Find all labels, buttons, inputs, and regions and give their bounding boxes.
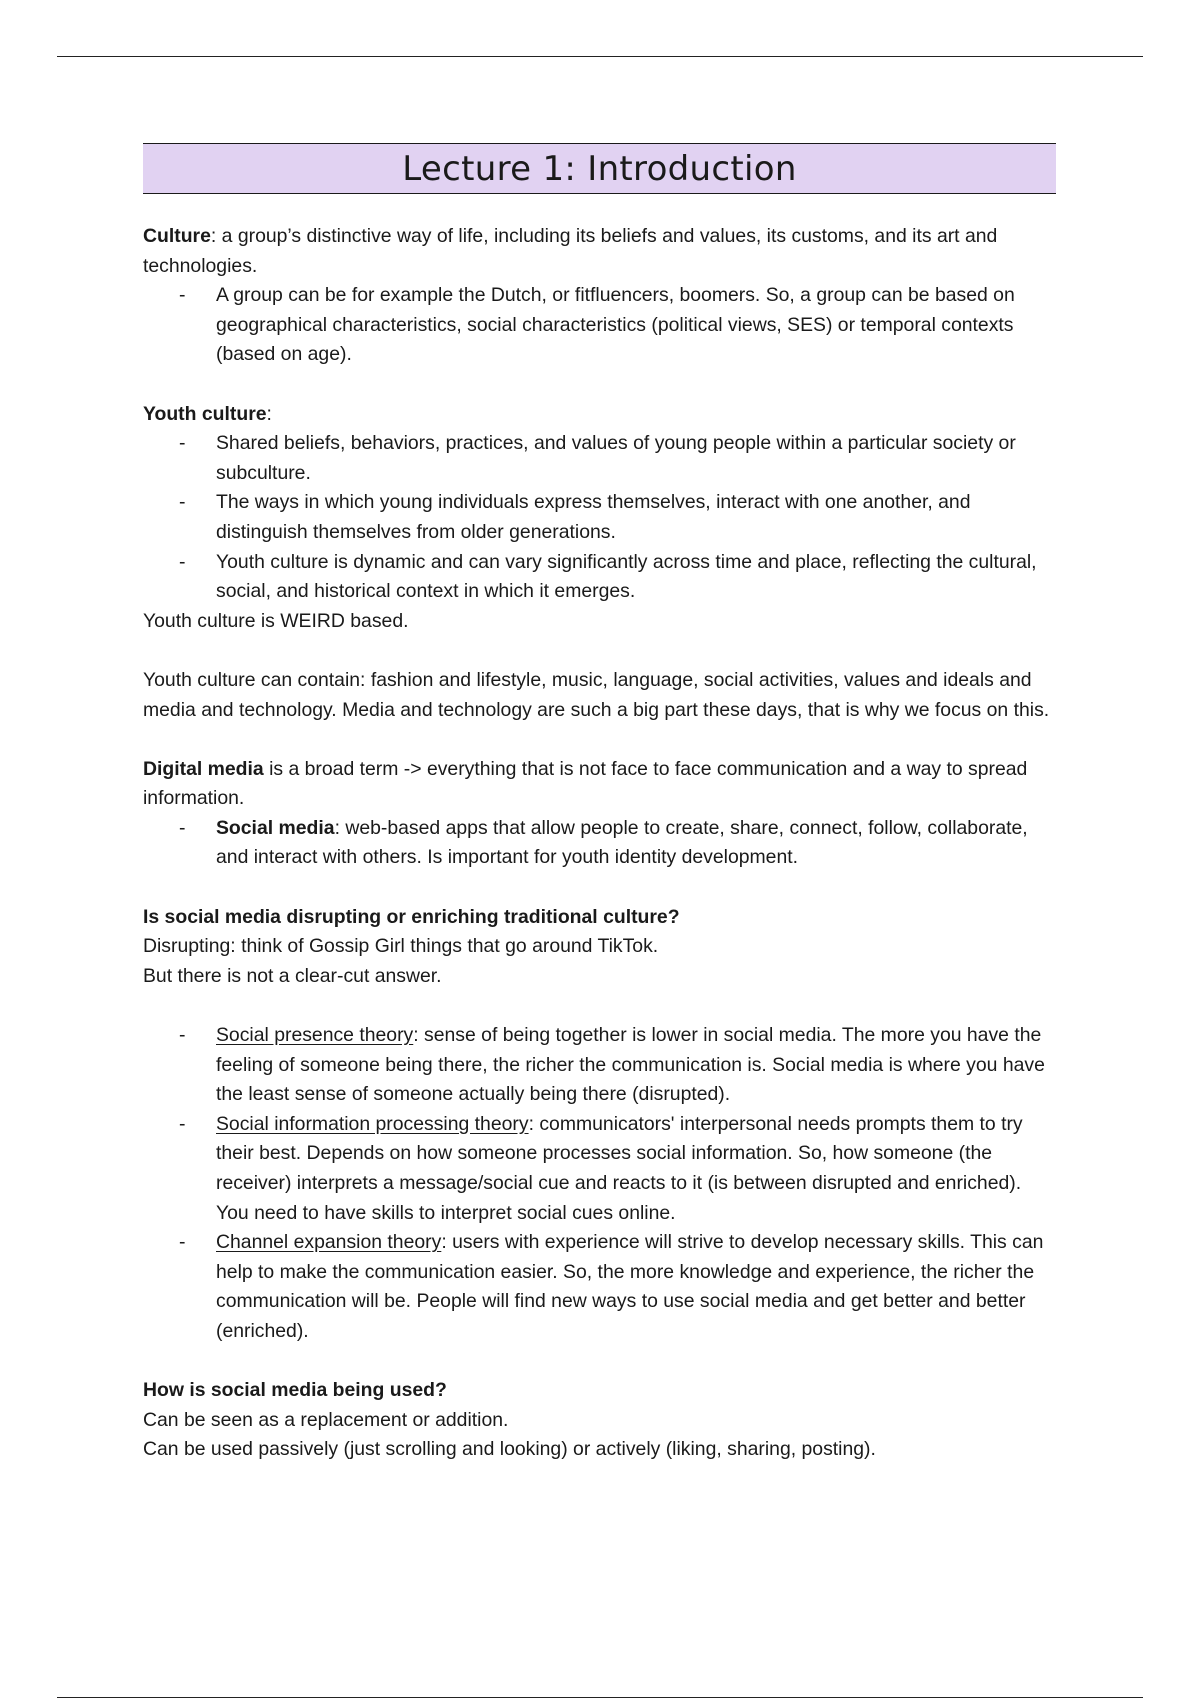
digital-media-definition: Digital media is a broad term -> everything that is not face to face communication and a way to spread information.: [143, 757, 1028, 810]
list-item: - Channel expansion theory: users with experience will strive to develop necessary skills. This can help to make the communication easier. So, the more knowledge and experience, the richer the communication will be. People will find new ways to use social media and get better and better (enriched).: [216, 1228, 1056, 1346]
list-item: - Social presence theory: sense of being together is lower in social media. The more you have the feeling of someone being there, the richer the communication is. Social media is where you have the least sense of someone actually being there (disrupted).: [216, 1021, 1056, 1110]
disrupting-example: Disrupting: think of Gossip Girl things that go around TikTok.: [143, 935, 659, 958]
list-item: - Social information processing theory: communicators' interpersonal needs prompts them to try their best. Depends on how someone processes social information. So, how someone (the receiver) interprets a message/social cue and reacts to it (is between disrupted and enriched). You need to have skills to interpret social cues online.: [216, 1110, 1056, 1228]
usage-line-2: Can be used passively (just scrolling and looking) or actively (liking, sharing, posting).: [143, 1438, 876, 1461]
youth-culture-term: Youth culture: [143, 402, 267, 425]
page-title: Lecture 1: Introduction: [402, 148, 797, 189]
header-rule: [57, 56, 1143, 57]
disrupting-heading: Is social media disrupting or enriching traditional culture?: [143, 905, 680, 928]
footer-rule: [57, 1697, 1143, 1698]
theory-list: [143, 1021, 1056, 1347]
title-banner: [143, 143, 1056, 194]
culture-definition: Culture: a group’s distinctive way of life, including its beliefs and values, its customs, and its art and technologies.: [143, 225, 998, 277]
youth-culture-contents: Youth culture can contain: fashion and lifestyle, music, language, social activities, values and ideals and media and technology. Media and technology are such a big part these days, that is why we focus on this.: [143, 668, 1050, 721]
theory-name: Channel expansion theory: [216, 1231, 442, 1254]
digital-media-term: Digital media: [143, 757, 264, 780]
usage-heading: How is social media being used?: [143, 1379, 447, 1402]
theory-name: Social information processing theory: [216, 1112, 529, 1135]
lecture-notes: [143, 222, 1056, 1465]
document-body: [143, 143, 1056, 1465]
social-media-term: Social media: [216, 816, 335, 839]
disrupting-answer: But there is not a clear-cut answer.: [143, 964, 442, 987]
list-item: - Social media: web-based apps that allow people to create, share, connect, follow, collaborate, and interact with others. Is important for youth identity development.: [216, 814, 1056, 873]
culture-term: Culture: [143, 225, 211, 247]
youth-culture-heading: Youth culture:: [143, 402, 272, 425]
list-item: - Youth culture is dynamic and can vary significantly across time and place, reflecting the cultural, social, and historical context in which it emerges.: [216, 548, 1056, 607]
weird-statement: Youth culture is WEIRD based.: [143, 609, 409, 632]
digital-media-bullets: [143, 814, 1056, 873]
list-item: - The ways in which young individuals express themselves, interact with one another, and distinguish themselves from older generations.: [216, 488, 1056, 547]
usage-line-1: Can be seen as a replacement or addition.: [143, 1408, 509, 1431]
culture-bullets: [143, 281, 1056, 370]
list-item: - A group can be for example the Dutch, or fitfluencers, boomers. So, a group can be based on geographical characteristics, social characteristics (political views, SES) or temporal contexts (based on age).: [216, 281, 1056, 370]
theory-name: Social presence theory: [216, 1024, 414, 1047]
youth-culture-bullets: [143, 429, 1056, 607]
list-item: - Shared beliefs, behaviors, practices, and values of young people within a particular society or subculture.: [216, 429, 1056, 488]
